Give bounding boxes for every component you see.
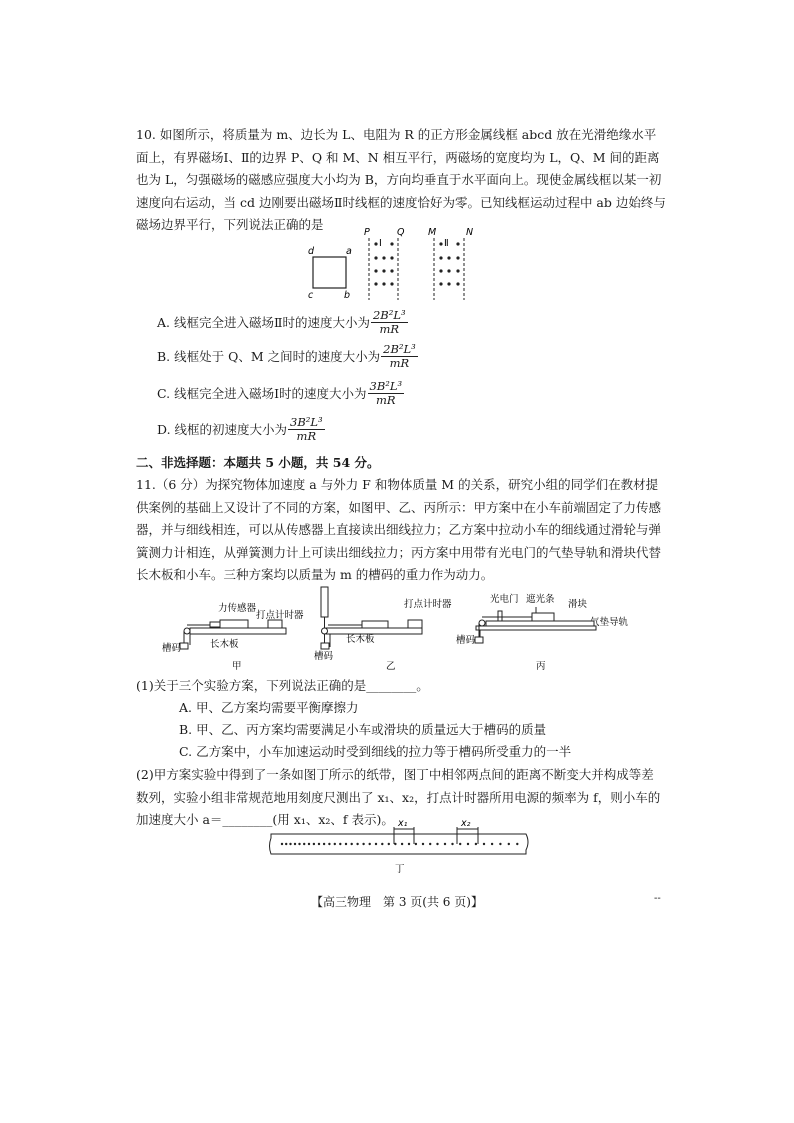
question-11-stem: 11.（6 分）为探究物体加速度 a 与外力 F 和物体质量 M 的关系，研究小组的同学们在教材提供案例的基础上又设计了不同的方案，如图甲、乙、丙所示：甲方案中在小车前端固定了力传感器，并与细线相连，可以从传感器上直接读出细线拉力；乙方案中拉动小车的细线通过滑轮与弹簧测力计相连，从弹簧测力计上可读出细线拉力；丙方案中用带有光电门的气垫导轨和滑块代替长木板和小车。三种方案均以质量为 m 的槽码的重力作为动力。 xyxy=(136,477,662,582)
question-11-part-2: (2)甲方案实验中得到了一条如图丁所示的纸带，图丁中相邻两点间的距离不断变大并构成等差数列，实验小组非常规范地用刻度尺测出了 x₁、x₂，打点计时器所用电源的频率为 f，则小车的加速度大小 a＝________(用 x₁、x₂、f 表示)。 xyxy=(136,767,661,827)
hook-yi xyxy=(321,643,329,649)
option-A-fraction: $\frac{\text{2B²L³}}{mR}$ xyxy=(372,307,406,336)
caption-jia: 甲 xyxy=(232,661,242,672)
tape-dot xyxy=(381,843,383,845)
experiment-setup-figure xyxy=(160,585,629,673)
label-field-II: Ⅱ xyxy=(444,238,449,249)
label-hook-jia: 槽码 xyxy=(162,643,182,654)
label-timer-jia: 打点计时器 xyxy=(256,610,304,621)
cart-jia xyxy=(220,620,248,628)
tape-dot xyxy=(351,843,353,845)
tape-dot xyxy=(388,843,390,845)
tape-dot xyxy=(308,843,310,845)
cart-yi xyxy=(362,621,388,628)
tape-dot xyxy=(339,843,341,845)
part-1-option-B[interactable]: B. 甲、乙、丙方案均需要满足小车或滑块的质量远大于槽码的质量 xyxy=(179,722,547,737)
label-M: M xyxy=(428,227,437,238)
field-I-dots xyxy=(374,242,393,285)
timer-yi xyxy=(408,620,422,628)
tape-dot xyxy=(415,843,417,845)
caption-bing: 丙 xyxy=(536,661,546,672)
slider xyxy=(532,613,554,621)
air-track xyxy=(486,621,594,626)
tape-dot xyxy=(491,843,493,845)
label-light-strip: 遮光条 xyxy=(526,594,555,605)
option-A[interactable] xyxy=(157,307,408,337)
tape-dot xyxy=(328,843,330,845)
field-II-dots xyxy=(439,242,459,285)
hook-bing xyxy=(475,637,483,643)
label-b: b xyxy=(344,290,351,301)
tape-dot xyxy=(444,843,446,845)
tape-dot xyxy=(451,843,453,845)
section-heading: 二、非选择题：本题共 5 小题，共 54 分。 xyxy=(136,455,380,470)
part-1-option-C[interactable]: C. 乙方案中，小车加速运动时受到细线的拉力等于槽码所受重力的一半 xyxy=(179,744,572,759)
tape-dot xyxy=(394,843,396,845)
question-11-part-1: (1)关于三个实验方案，下列说法正确的是________。 xyxy=(136,678,429,693)
label-air-track: 气垫导轨 xyxy=(590,617,629,628)
photogate xyxy=(498,611,502,621)
setup-yi xyxy=(314,587,452,672)
label-board-yi: 长木板 xyxy=(346,634,375,645)
option-B-text: B. 线框处于 Q、M 之间时的速度大小为 xyxy=(157,349,381,364)
tape-dot xyxy=(356,843,358,845)
tape-dot xyxy=(369,843,371,845)
tape-dot xyxy=(499,843,501,845)
tape-dot xyxy=(508,843,510,845)
option-D-fraction: $\frac{\text{3B²L³}}{mR}$ xyxy=(290,414,323,443)
option-C-text: C. 线框完全进入磁场Ⅰ时的速度大小为 xyxy=(157,386,367,401)
option-C-fraction: $\frac{\text{3B²L³}}{mR}$ xyxy=(369,378,403,407)
tape-dot xyxy=(294,843,296,845)
question-10-stem: 10. 如图所示，将质量为 m、边长为 L、电阻为 R 的正方形金属线框 abcd 放在光滑绝缘水平面上，有界磁场Ⅰ、Ⅱ的边界 P、Q 和 M、N 相互平行，两磁场的宽度均为 L，Q、M 间的距离也为 L，匀强磁场的磁感应强度大小均为 B，方向均垂直于水平面向上。现使金属线框以某一初速度向右运动，当 cd 边刚要出磁场Ⅱ时线框的速度恰好为零。已知线框运动过程中 ab 边始终与磁场边界平行，下列说法正确的是 xyxy=(136,127,666,232)
tape-dot xyxy=(459,843,461,845)
option-C[interactable] xyxy=(157,378,404,408)
tape-dot xyxy=(422,843,424,845)
tape-dot xyxy=(483,843,485,845)
tape-dot xyxy=(467,843,469,845)
label-photogate: 光电门 xyxy=(490,594,519,605)
tape-dot xyxy=(298,843,300,845)
board-jia xyxy=(190,628,286,634)
tape-dot xyxy=(303,843,305,845)
caption-yi: 乙 xyxy=(386,661,396,672)
paper-tape-figure xyxy=(268,820,533,876)
label-hook-bing: 槽码 xyxy=(456,635,476,646)
option-B-fraction: $\frac{\text{2B²L³}}{mR}$ xyxy=(383,341,416,370)
corner-mark: -- xyxy=(654,893,661,904)
option-D[interactable] xyxy=(157,414,325,444)
tape-dot xyxy=(289,843,291,845)
option-A-text: A. 线框完全进入磁场Ⅱ时的速度大小为 xyxy=(157,315,370,330)
label-a: a xyxy=(346,246,352,257)
label-force-sensor: 力传感器 xyxy=(218,603,257,614)
label-x2: x₂ xyxy=(461,818,471,829)
hook-jia xyxy=(180,643,188,649)
tape-dot xyxy=(516,843,518,845)
wire-frame-square xyxy=(313,257,346,288)
label-field-I: Ⅰ xyxy=(379,238,382,249)
label-slider: 滑块 xyxy=(568,599,588,610)
tape-dot xyxy=(401,843,403,845)
label-timer-yi: 打点计时器 xyxy=(404,599,452,610)
tape-dot xyxy=(475,843,477,845)
label-N: N xyxy=(466,227,474,238)
option-B[interactable] xyxy=(157,341,418,371)
label-Q: Q xyxy=(397,227,405,238)
tape-dot xyxy=(281,843,283,845)
page-footer: 【高三物理 第 3 页(共 6 页)】 xyxy=(311,895,483,909)
force-sensor-jia xyxy=(210,622,220,627)
magnetic-field-figure xyxy=(300,226,490,302)
tape-dot xyxy=(362,843,364,845)
setup-bing xyxy=(456,593,629,672)
tape-dot xyxy=(313,843,315,845)
label-d: d xyxy=(308,246,315,257)
option-D-text: D. 线框的初速度大小为 xyxy=(157,422,288,437)
tape-dot xyxy=(285,843,287,845)
tape-dot xyxy=(429,843,431,845)
tape-dot xyxy=(323,843,325,845)
tape-dot xyxy=(334,843,336,845)
part-1-option-A[interactable]: A. 甲、乙方案均需要平衡摩擦力 xyxy=(179,700,359,715)
caption-ding: 丁 xyxy=(395,864,405,875)
tape-dot xyxy=(408,843,410,845)
timer-jia xyxy=(268,620,282,628)
tape-dot xyxy=(375,843,377,845)
tape-dot xyxy=(436,843,438,845)
spring-scale-yi xyxy=(321,587,328,617)
setup-jia xyxy=(162,602,304,672)
label-x1: x₁ xyxy=(398,818,408,829)
label-P: P xyxy=(364,227,370,238)
label-hook-yi: 槽码 xyxy=(314,651,334,662)
tape-dot xyxy=(318,843,320,845)
label-board-jia: 长木板 xyxy=(210,639,239,650)
label-c: c xyxy=(308,290,314,301)
tape-dot xyxy=(345,843,347,845)
